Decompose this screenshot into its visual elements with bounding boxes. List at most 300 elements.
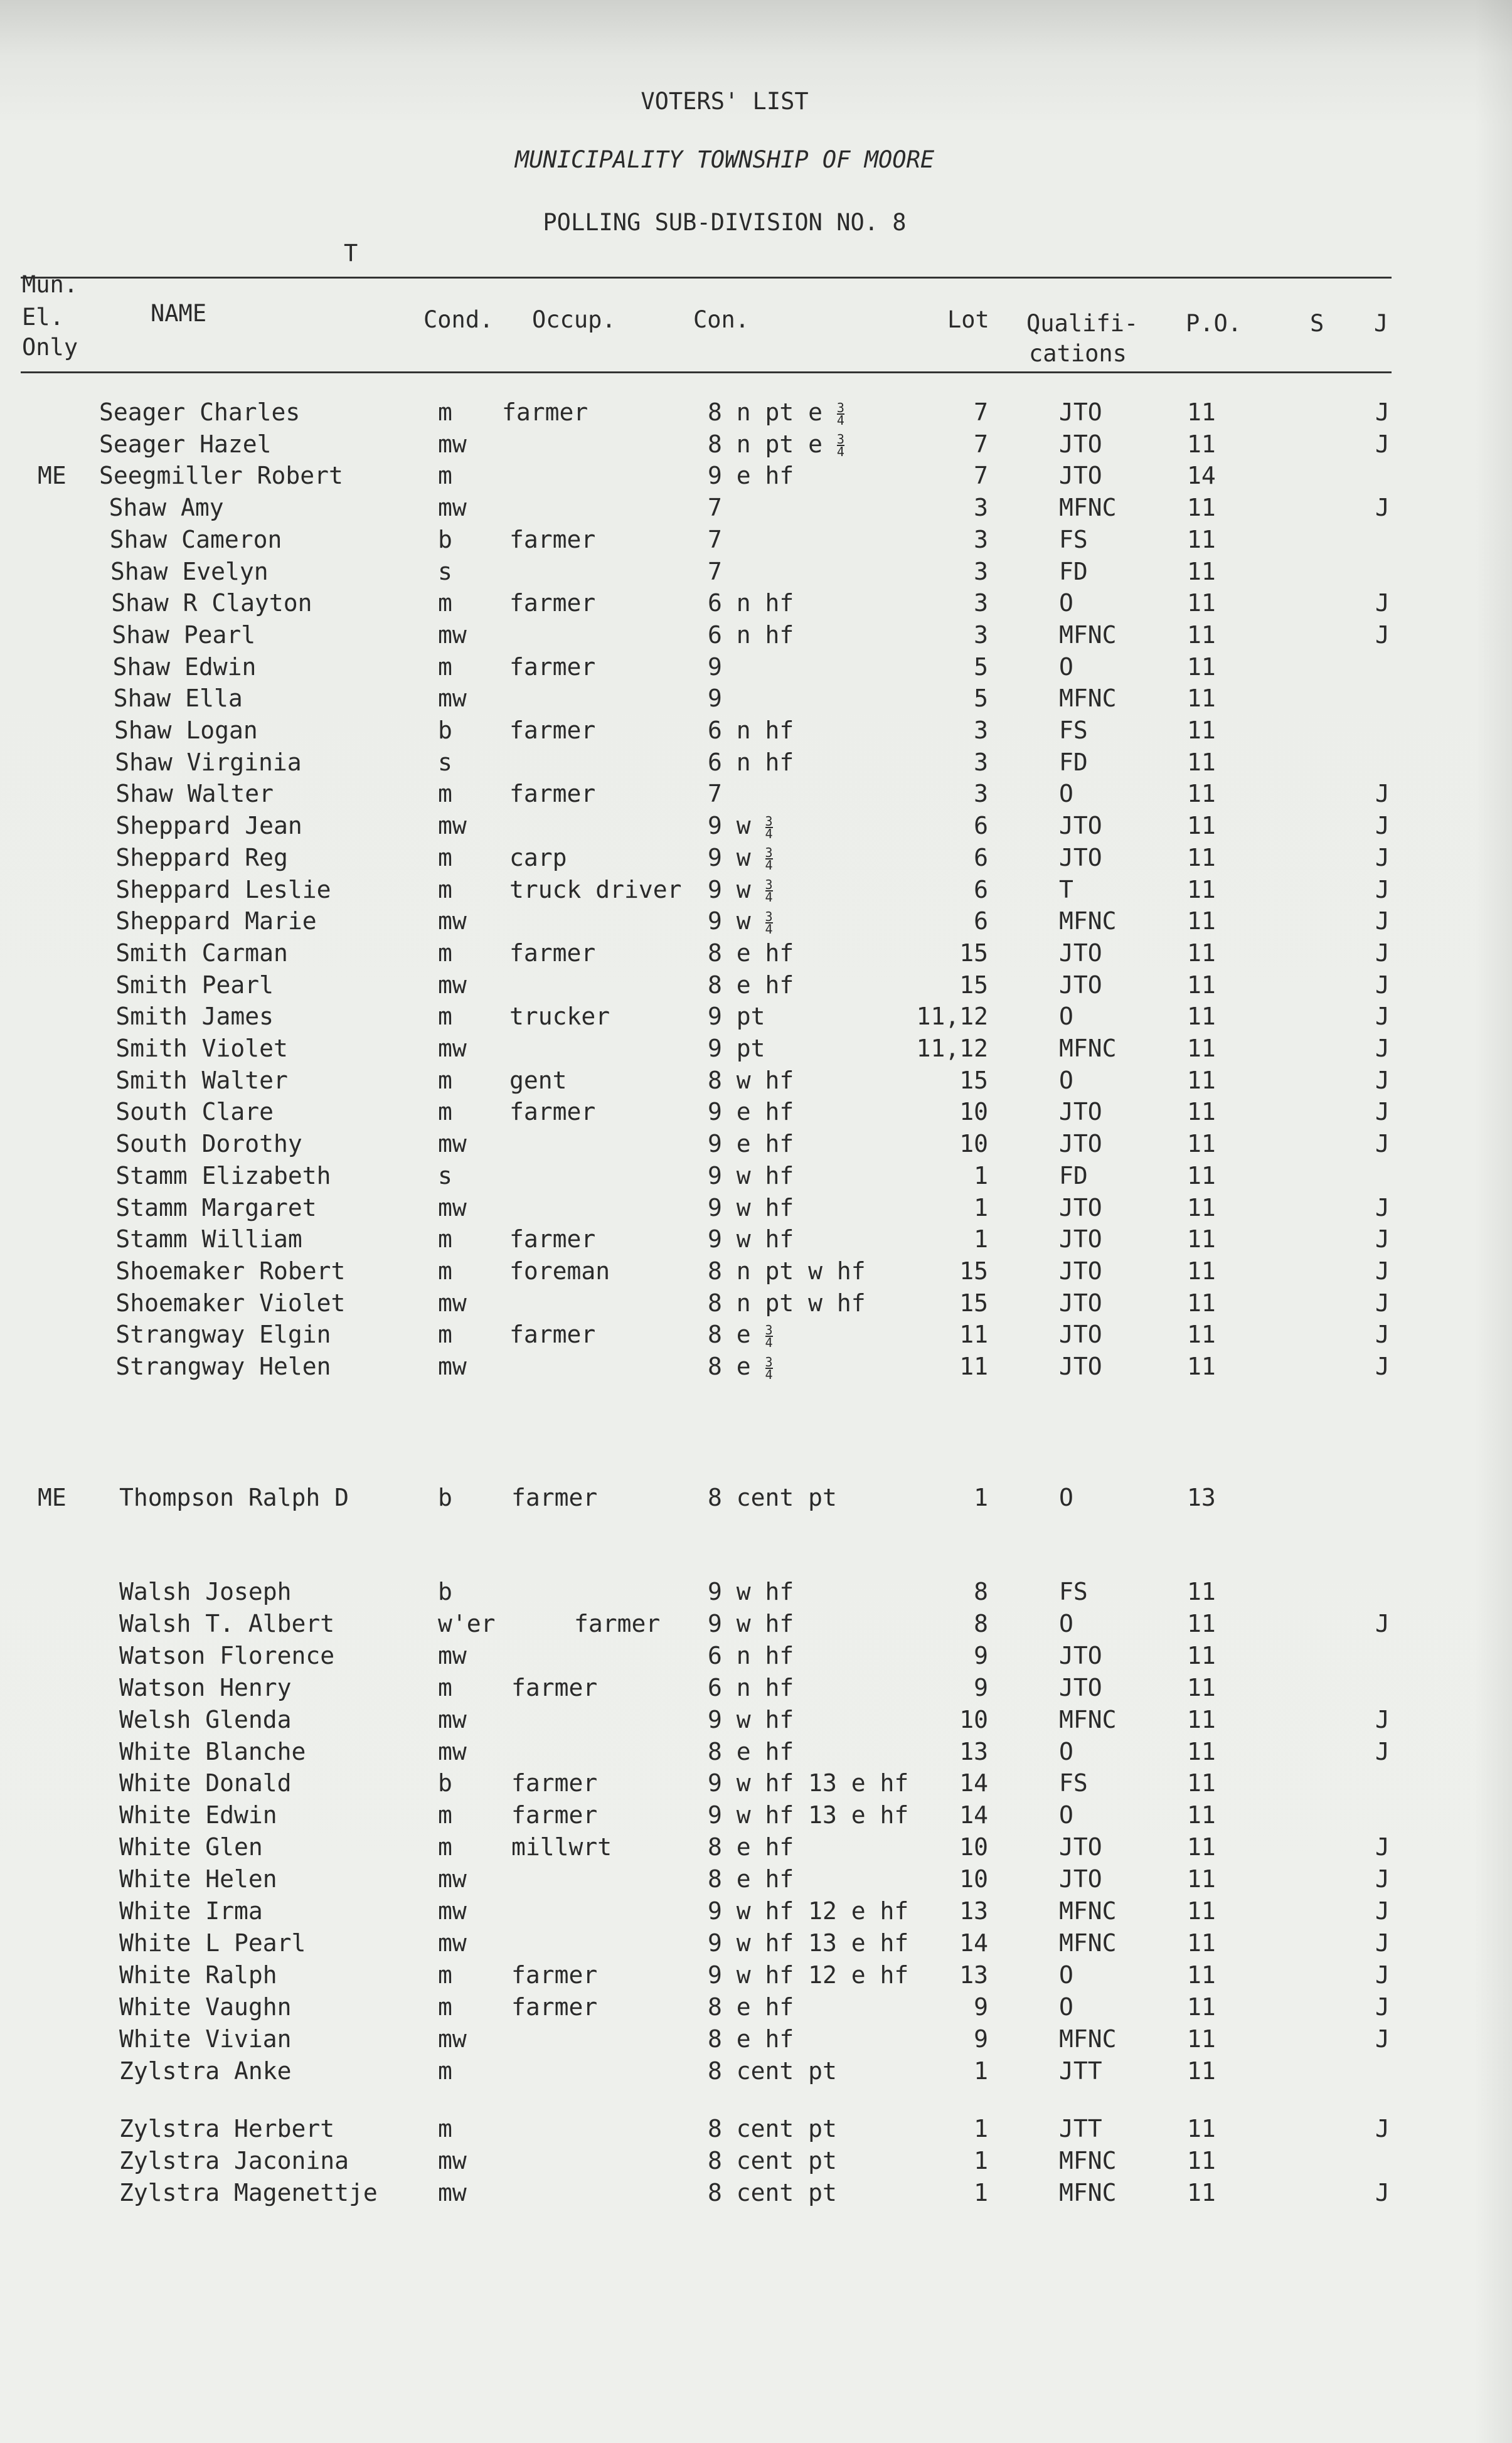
lot-cell: 13 bbox=[959, 1961, 988, 1989]
post-office-cell: 11 bbox=[1187, 1003, 1216, 1031]
juror-cell: J bbox=[1375, 1066, 1390, 1094]
cond-cell: m bbox=[438, 1257, 452, 1285]
municipality-heading: MUNICIPALITY TOWNSHIP OF MOORE bbox=[514, 146, 935, 173]
concession-cell: 9 bbox=[708, 684, 722, 713]
post-office-cell: 11 bbox=[1187, 812, 1216, 840]
occupation-cell: farmer bbox=[509, 780, 596, 808]
cond-cell: mw bbox=[438, 1193, 467, 1222]
table-row bbox=[0, 969, 1443, 1001]
juror-cell: J bbox=[1375, 1865, 1390, 1893]
cond-cell: w'er bbox=[438, 1609, 496, 1637]
table-row bbox=[0, 1351, 1443, 1383]
qualification-cell: JTO bbox=[1059, 1257, 1102, 1285]
post-office-cell: 11 bbox=[1187, 1993, 1216, 2021]
post-office-cell: 11 bbox=[1187, 907, 1216, 935]
col-header-el: El. bbox=[22, 304, 64, 331]
post-office-cell: 11 bbox=[1187, 398, 1216, 426]
concession-cell: 7 bbox=[708, 780, 722, 808]
voter-name: South Dorothy bbox=[115, 1130, 302, 1158]
lot-cell: 3 bbox=[974, 589, 988, 617]
juror-cell: J bbox=[1375, 494, 1390, 522]
voter-name: White Ralph bbox=[119, 1961, 277, 1989]
cond-cell: mw bbox=[438, 971, 467, 999]
three-quarters-fraction: $\frac{3}{4}$ bbox=[765, 877, 773, 905]
qualification-cell: MFNC bbox=[1059, 1897, 1117, 1925]
occupation-cell: farmer bbox=[574, 1609, 661, 1637]
juror-cell: J bbox=[1375, 1098, 1390, 1126]
voter-name: Sheppard Jean bbox=[115, 812, 302, 840]
three-quarters-fraction: $\frac{3}{4}$ bbox=[836, 400, 844, 428]
cond-cell: s bbox=[438, 748, 452, 776]
qualification-cell: FD bbox=[1059, 557, 1088, 585]
voter-name: Strangway Helen bbox=[115, 1353, 331, 1380]
cond-cell: b bbox=[438, 1578, 452, 1605]
cond-cell: m bbox=[438, 2115, 452, 2142]
cond-cell: mw bbox=[438, 907, 467, 935]
col-header-name: NAME bbox=[151, 300, 207, 327]
juror-cell: J bbox=[1375, 1257, 1390, 1285]
lot-cell: 3 bbox=[974, 620, 988, 649]
juror-cell: J bbox=[1375, 398, 1390, 426]
cond-cell: m bbox=[438, 1066, 452, 1094]
post-office-cell: 11 bbox=[1187, 1578, 1216, 1605]
qualification-cell: O bbox=[1059, 652, 1073, 681]
three-quarters-fraction: $\frac{3}{4}$ bbox=[765, 908, 773, 937]
qualification-cell: O bbox=[1059, 1484, 1073, 1511]
concession-cell: 6 n hf bbox=[708, 716, 794, 744]
voter-name: White Vivian bbox=[119, 2025, 292, 2053]
voter-name: White Vaughn bbox=[119, 1993, 292, 2021]
concession-cell: 9 w $\frac{3}{4}$ bbox=[708, 907, 773, 937]
cond-cell: mw bbox=[438, 1289, 467, 1317]
occupation-cell: farmer bbox=[509, 939, 596, 967]
table-row bbox=[0, 1096, 1443, 1128]
cond-cell: m bbox=[438, 589, 452, 617]
post-office-cell: 11 bbox=[1187, 875, 1216, 903]
voter-name: Shaw R Clayton bbox=[111, 589, 312, 617]
juror-cell: J bbox=[1375, 430, 1390, 458]
occupation-cell: carp bbox=[509, 843, 567, 871]
post-office-cell: 11 bbox=[1187, 1257, 1216, 1285]
post-office-cell: 11 bbox=[1187, 1609, 1216, 1637]
qualification-cell: JTO bbox=[1059, 398, 1102, 426]
mun-el-cell: ME bbox=[38, 462, 67, 490]
occupation-cell: farmer bbox=[511, 1961, 598, 1989]
concession-cell: 8 cent pt bbox=[708, 2115, 837, 2142]
table-row bbox=[0, 1959, 1443, 1991]
qualification-cell: MFNC bbox=[1059, 2025, 1117, 2053]
concession-cell: 9 w hf bbox=[708, 1161, 794, 1190]
juror-cell: J bbox=[1375, 780, 1390, 808]
col-header-lot: Lot bbox=[947, 306, 989, 333]
occupation-cell: farmer bbox=[509, 1098, 596, 1126]
occupation-cell: farmer bbox=[509, 652, 596, 681]
cond-cell: mw bbox=[438, 1929, 467, 1957]
juror-cell: J bbox=[1375, 2025, 1390, 2053]
occupation-cell: farmer bbox=[511, 1673, 598, 1701]
qualification-cell: JTO bbox=[1059, 812, 1102, 840]
lot-cell: 10 bbox=[959, 1130, 988, 1158]
concession-cell: 9 w hf 12 e hf bbox=[708, 1961, 909, 1989]
table-row bbox=[0, 874, 1443, 906]
juror-cell: J bbox=[1375, 1897, 1390, 1925]
qualification-cell: JTO bbox=[1059, 1289, 1102, 1317]
concession-cell: 9 w hf 13 e hf bbox=[708, 1769, 909, 1797]
post-office-cell: 13 bbox=[1187, 1484, 1216, 1511]
qualification-cell: MFNC bbox=[1059, 684, 1117, 713]
table-row bbox=[0, 1895, 1443, 1927]
voter-name: Watson Florence bbox=[119, 1641, 335, 1669]
concession-cell: 8 e hf bbox=[708, 971, 794, 999]
lot-cell: 11 bbox=[959, 1321, 988, 1349]
post-office-cell: 11 bbox=[1187, 1673, 1216, 1701]
cond-cell: m bbox=[438, 1833, 452, 1861]
occupation-cell: truck driver bbox=[509, 875, 682, 903]
post-office-cell: 11 bbox=[1187, 2025, 1216, 2053]
col-header-occup: Occup. bbox=[532, 306, 616, 333]
lot-cell: 3 bbox=[974, 716, 988, 744]
juror-cell: J bbox=[1375, 971, 1390, 999]
table-row bbox=[0, 778, 1443, 810]
occupation-cell: farmer bbox=[509, 589, 596, 617]
lot-cell: 11 bbox=[959, 1353, 988, 1380]
voter-name: White Edwin bbox=[119, 1801, 277, 1829]
voter-name: White Helen bbox=[119, 1865, 277, 1893]
table-row bbox=[0, 1736, 1443, 1768]
table-row bbox=[0, 587, 1443, 619]
juror-cell: J bbox=[1375, 1993, 1390, 2021]
cond-cell: b bbox=[438, 1484, 452, 1511]
table-row bbox=[0, 1033, 1443, 1065]
three-quarters-fraction: $\frac{3}{4}$ bbox=[765, 1354, 773, 1382]
table-row bbox=[0, 1640, 1443, 1672]
col-header-j: J bbox=[1374, 310, 1388, 337]
table-row bbox=[0, 2177, 1443, 2209]
voter-name: Shaw Cameron bbox=[109, 525, 282, 553]
voter-name: Zylstra Anke bbox=[119, 2057, 292, 2085]
voter-name: Shaw Evelyn bbox=[110, 557, 269, 585]
cond-cell: m bbox=[438, 1801, 452, 1829]
lot-cell: 1 bbox=[974, 2179, 988, 2206]
juror-cell: J bbox=[1375, 1193, 1390, 1222]
lot-cell: 1 bbox=[974, 2057, 988, 2085]
col-header-mun-t: T bbox=[344, 240, 358, 267]
table-row bbox=[0, 1863, 1443, 1895]
lot-cell: 10 bbox=[959, 1098, 988, 1126]
document-title: VOTERS' LIST bbox=[641, 88, 809, 115]
juror-cell: J bbox=[1375, 875, 1390, 903]
voter-name: Sheppard Marie bbox=[115, 907, 317, 935]
qualification-cell: MFNC bbox=[1059, 907, 1117, 935]
voter-name: Shaw Virginia bbox=[115, 748, 302, 776]
post-office-cell: 11 bbox=[1187, 971, 1216, 999]
concession-cell: 7 bbox=[708, 494, 722, 522]
juror-cell: J bbox=[1375, 1737, 1390, 1765]
cond-cell: m bbox=[438, 780, 452, 808]
lot-cell: 15 bbox=[959, 1289, 988, 1317]
concession-cell: 8 cent pt bbox=[708, 2057, 837, 2085]
juror-cell: J bbox=[1375, 1130, 1390, 1158]
qualification-cell: JTT bbox=[1059, 2115, 1102, 2142]
concession-cell: 9 w hf bbox=[708, 1193, 794, 1222]
cond-cell: mw bbox=[438, 1353, 467, 1380]
mun-el-cell: ME bbox=[38, 1484, 67, 1511]
cond-cell: mw bbox=[438, 1897, 467, 1925]
voter-name: Seager Charles bbox=[99, 398, 301, 426]
cond-cell: s bbox=[438, 557, 452, 585]
cond-cell: m bbox=[438, 462, 452, 490]
juror-cell: J bbox=[1375, 589, 1390, 617]
qualification-cell: MFNC bbox=[1059, 2179, 1117, 2206]
voter-name: Shaw Walter bbox=[115, 780, 274, 808]
voter-name: Smith Walter bbox=[115, 1066, 288, 1094]
table-row bbox=[0, 1608, 1443, 1640]
qualification-cell: FS bbox=[1059, 1769, 1088, 1797]
qualification-cell: FD bbox=[1059, 748, 1088, 776]
qualification-cell: MFNC bbox=[1059, 1035, 1117, 1062]
post-office-cell: 11 bbox=[1187, 1289, 1216, 1317]
qualification-cell: O bbox=[1059, 1066, 1073, 1094]
col-header-po: P.O. bbox=[1186, 310, 1242, 337]
cond-cell: m bbox=[438, 398, 452, 426]
subdivision-heading: POLLING SUB-DIVISION NO. 8 bbox=[543, 209, 907, 236]
juror-cell: J bbox=[1375, 1225, 1390, 1253]
table-row bbox=[0, 2023, 1443, 2055]
table-row bbox=[0, 492, 1443, 524]
table-row bbox=[0, 2113, 1443, 2145]
lot-cell: 14 bbox=[959, 1929, 988, 1957]
voter-name: Stamm William bbox=[115, 1225, 302, 1253]
occupation-cell: farmer bbox=[509, 1321, 596, 1349]
voter-name: Shaw Logan bbox=[114, 716, 258, 744]
post-office-cell: 11 bbox=[1187, 1737, 1216, 1765]
col-header-qualifications-line2: cations bbox=[1029, 340, 1127, 367]
qualification-cell: JTO bbox=[1059, 1098, 1102, 1126]
lot-cell: 10 bbox=[959, 1833, 988, 1861]
voter-name: Seager Hazel bbox=[99, 430, 272, 458]
post-office-cell: 11 bbox=[1187, 1769, 1216, 1797]
col-header-only: Only bbox=[22, 334, 78, 361]
voter-name: Shaw Amy bbox=[109, 494, 224, 522]
post-office-cell: 11 bbox=[1187, 1161, 1216, 1190]
table-row bbox=[0, 1319, 1443, 1351]
table-row bbox=[0, 715, 1443, 747]
table-row bbox=[0, 1255, 1443, 1287]
voter-name: Sheppard Leslie bbox=[115, 875, 331, 903]
table-row bbox=[0, 1001, 1443, 1033]
cond-cell: m bbox=[438, 1993, 452, 2021]
qualification-cell: MFNC bbox=[1059, 1929, 1117, 1957]
concession-cell: 9 w hf bbox=[708, 1705, 794, 1733]
concession-cell: 9 w $\frac{3}{4}$ bbox=[708, 843, 773, 873]
occupation-cell: gent bbox=[509, 1066, 567, 1094]
post-office-cell: 11 bbox=[1187, 2115, 1216, 2142]
qualification-cell: JTO bbox=[1059, 1193, 1102, 1222]
qualification-cell: O bbox=[1059, 1961, 1073, 1989]
lot-cell: 7 bbox=[974, 398, 988, 426]
concession-cell: 9 pt bbox=[708, 1035, 765, 1062]
concession-cell: 9 w $\frac{3}{4}$ bbox=[708, 875, 773, 905]
occupation-cell: farmer bbox=[511, 1484, 598, 1511]
three-quarters-fraction: $\frac{3}{4}$ bbox=[765, 1322, 773, 1350]
post-office-cell: 11 bbox=[1187, 620, 1216, 649]
juror-cell: J bbox=[1375, 1035, 1390, 1062]
voter-name: South Clare bbox=[115, 1098, 274, 1126]
cond-cell: s bbox=[438, 1161, 452, 1190]
lot-cell: 15 bbox=[959, 1257, 988, 1285]
concession-cell: 9 e hf bbox=[708, 1130, 794, 1158]
cond-cell: m bbox=[438, 1673, 452, 1701]
qualification-cell: T bbox=[1059, 875, 1073, 903]
juror-cell: J bbox=[1375, 1929, 1390, 1957]
post-office-cell: 11 bbox=[1187, 589, 1216, 617]
qualification-cell: FS bbox=[1059, 1578, 1088, 1605]
lot-cell: 15 bbox=[959, 1066, 988, 1094]
cond-cell: m bbox=[438, 1003, 452, 1031]
cond-cell: mw bbox=[438, 1865, 467, 1893]
lot-cell: 7 bbox=[974, 430, 988, 458]
lot-cell: 5 bbox=[974, 684, 988, 713]
col-header-mun: Mun. bbox=[22, 271, 78, 298]
concession-cell: 7 bbox=[708, 557, 722, 585]
post-office-cell: 11 bbox=[1187, 1130, 1216, 1158]
concession-cell: 9 w hf bbox=[708, 1578, 794, 1605]
table-row bbox=[0, 460, 1443, 492]
post-office-cell: 11 bbox=[1187, 2179, 1216, 2206]
lot-cell: 11,12 bbox=[916, 1003, 988, 1031]
post-office-cell: 11 bbox=[1187, 716, 1216, 744]
voter-name: Smith Violet bbox=[115, 1035, 288, 1062]
header-rule-bottom bbox=[21, 371, 1392, 373]
table-row bbox=[0, 428, 1443, 460]
three-quarters-fraction: $\frac{3}{4}$ bbox=[836, 432, 844, 460]
concession-cell: 8 e hf bbox=[708, 2025, 794, 2053]
cond-cell: m bbox=[438, 1098, 452, 1126]
qualification-cell: JTO bbox=[1059, 1641, 1102, 1669]
qualification-cell: JTO bbox=[1059, 1865, 1102, 1893]
occupation-cell: farmer bbox=[502, 398, 588, 426]
lot-cell: 7 bbox=[974, 462, 988, 490]
lot-cell: 1 bbox=[974, 2115, 988, 2142]
qualification-cell: MFNC bbox=[1059, 620, 1117, 649]
voter-name: White Glen bbox=[119, 1833, 263, 1861]
qualification-cell: JTO bbox=[1059, 462, 1102, 490]
post-office-cell: 11 bbox=[1187, 2057, 1216, 2085]
table-row bbox=[0, 1192, 1443, 1224]
qualification-cell: MFNC bbox=[1059, 494, 1117, 522]
concession-cell: 9 w hf bbox=[708, 1225, 794, 1253]
post-office-cell: 11 bbox=[1187, 430, 1216, 458]
col-header-con: Con. bbox=[693, 306, 750, 333]
occupation-cell: farmer bbox=[509, 716, 596, 744]
lot-cell: 8 bbox=[974, 1578, 988, 1605]
concession-cell: 8 cent pt bbox=[708, 2179, 837, 2206]
juror-cell: J bbox=[1375, 1003, 1390, 1031]
voter-name: Shaw Edwin bbox=[112, 652, 257, 681]
juror-cell: J bbox=[1375, 2179, 1390, 2206]
post-office-cell: 11 bbox=[1187, 1897, 1216, 1925]
qualification-cell: JTO bbox=[1059, 971, 1102, 999]
juror-cell: J bbox=[1375, 1833, 1390, 1861]
cond-cell: b bbox=[438, 525, 452, 553]
juror-cell: J bbox=[1375, 1289, 1390, 1317]
post-office-cell: 11 bbox=[1187, 1321, 1216, 1349]
occupation-cell: farmer bbox=[509, 1225, 596, 1253]
concession-cell: 8 e hf bbox=[708, 1993, 794, 2021]
concession-cell: 9 e hf bbox=[708, 462, 794, 490]
three-quarters-fraction: $\frac{3}{4}$ bbox=[765, 813, 773, 841]
table-row bbox=[0, 1767, 1443, 1799]
voter-name: Walsh Joseph bbox=[119, 1578, 292, 1605]
table-row bbox=[0, 397, 1443, 428]
table-row bbox=[0, 619, 1443, 651]
concession-cell: 9 w $\frac{3}{4}$ bbox=[708, 812, 773, 841]
concession-cell: 9 w hf bbox=[708, 1609, 794, 1637]
voter-name: Shaw Pearl bbox=[112, 620, 256, 649]
cond-cell: m bbox=[438, 1225, 452, 1253]
post-office-cell: 11 bbox=[1187, 684, 1216, 713]
qualification-cell: FD bbox=[1059, 1161, 1088, 1190]
qualification-cell: MFNC bbox=[1059, 2147, 1117, 2174]
lot-cell: 6 bbox=[974, 907, 988, 935]
post-office-cell: 11 bbox=[1187, 1225, 1216, 1253]
concession-cell: 8 n pt e $\frac{3}{4}$ bbox=[708, 398, 844, 428]
qualification-cell: JTO bbox=[1059, 1321, 1102, 1349]
post-office-cell: 11 bbox=[1187, 1929, 1216, 1957]
three-quarters-fraction: $\frac{3}{4}$ bbox=[765, 845, 773, 873]
lot-cell: 3 bbox=[974, 780, 988, 808]
concession-cell: 7 bbox=[708, 525, 722, 553]
juror-cell: J bbox=[1375, 939, 1390, 967]
qualification-cell: O bbox=[1059, 1003, 1073, 1031]
post-office-cell: 11 bbox=[1187, 1801, 1216, 1829]
voter-name: Smith Carman bbox=[115, 939, 288, 967]
table-row bbox=[0, 524, 1443, 556]
voter-name: Shaw Ella bbox=[113, 684, 243, 713]
qualification-cell: JTO bbox=[1059, 1130, 1102, 1158]
lot-cell: 9 bbox=[974, 2025, 988, 2053]
occupation-cell: farmer bbox=[511, 1801, 598, 1829]
lot-cell: 1 bbox=[974, 1193, 988, 1222]
concession-cell: 8 n pt e $\frac{3}{4}$ bbox=[708, 430, 844, 460]
qualification-cell: O bbox=[1059, 1609, 1073, 1637]
table-row bbox=[0, 905, 1443, 937]
qualification-cell: O bbox=[1059, 589, 1073, 617]
juror-cell: J bbox=[1375, 2115, 1390, 2142]
concession-cell: 8 w hf bbox=[708, 1066, 794, 1094]
post-office-cell: 11 bbox=[1187, 1833, 1216, 1861]
post-office-cell: 11 bbox=[1187, 652, 1216, 681]
cond-cell: m bbox=[438, 875, 452, 903]
qualification-cell: O bbox=[1059, 1801, 1073, 1829]
voter-name: Shoemaker Violet bbox=[115, 1289, 346, 1317]
cond-cell: mw bbox=[438, 684, 467, 713]
qualification-cell: FS bbox=[1059, 525, 1088, 553]
qualification-cell: JTO bbox=[1059, 1353, 1102, 1380]
cond-cell: mw bbox=[438, 2179, 467, 2206]
post-office-cell: 11 bbox=[1187, 525, 1216, 553]
post-office-cell: 11 bbox=[1187, 1961, 1216, 1989]
voter-name: Shoemaker Robert bbox=[115, 1257, 346, 1285]
table-row bbox=[0, 1223, 1443, 1255]
table-row bbox=[0, 747, 1443, 779]
post-office-cell: 14 bbox=[1187, 462, 1216, 490]
table-row bbox=[0, 2055, 1443, 2087]
concession-cell: 6 n hf bbox=[708, 1641, 794, 1669]
cond-cell: m bbox=[438, 939, 452, 967]
voter-name: Thompson Ralph D bbox=[119, 1484, 349, 1511]
lot-cell: 1 bbox=[974, 1484, 988, 1511]
